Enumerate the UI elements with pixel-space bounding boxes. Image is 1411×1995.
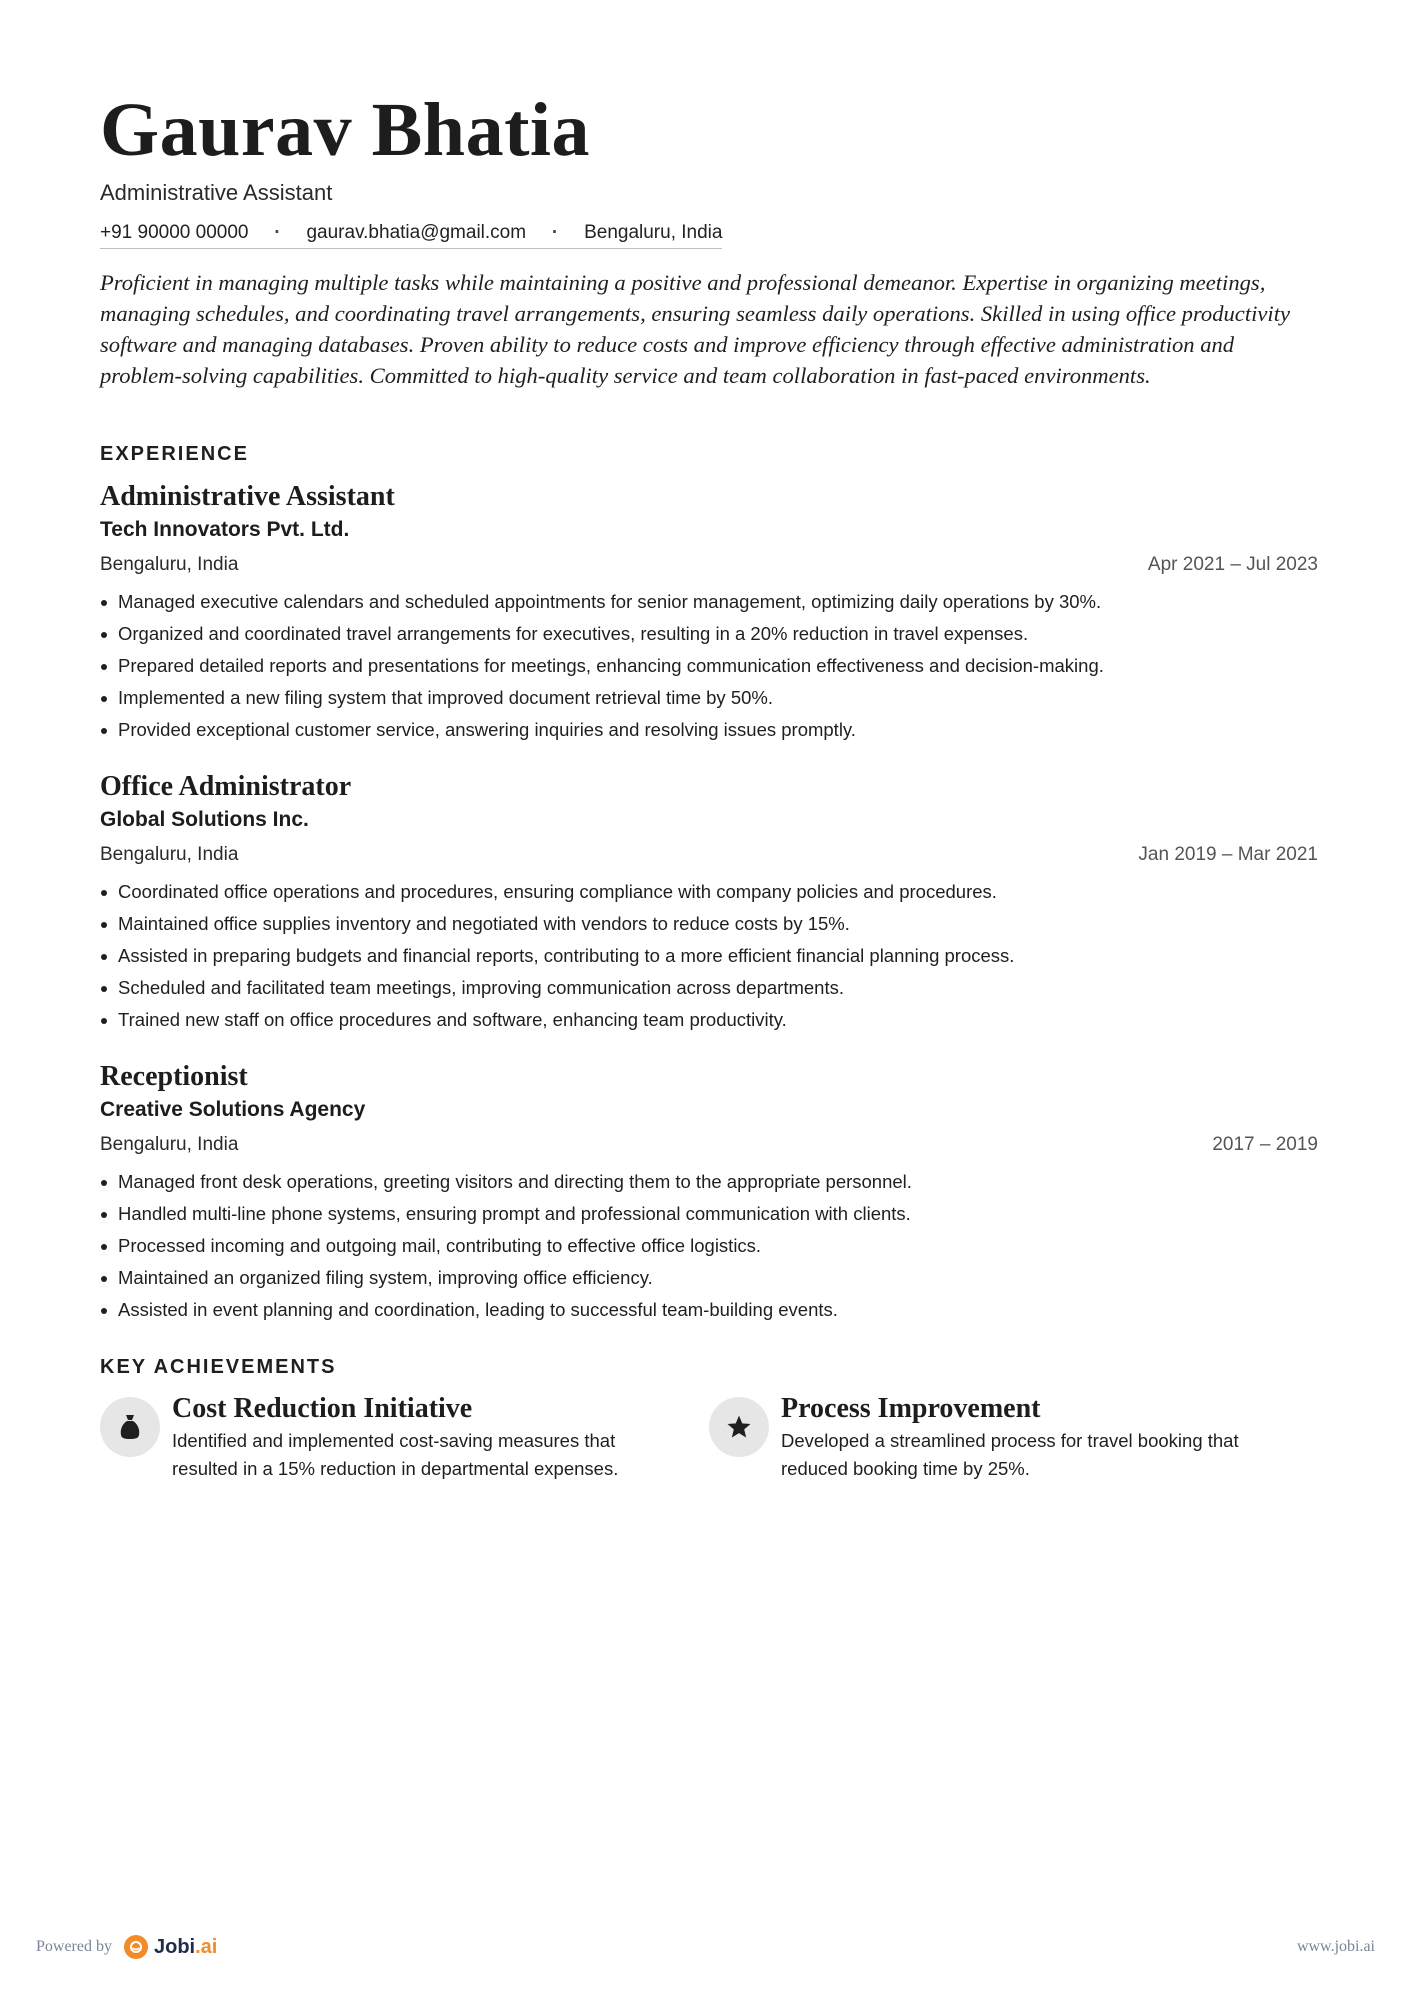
job-meta <box>100 844 1318 866</box>
job-bullet: Managed front desk operations, greeting visitors and directing them to the appropriate personnel. <box>100 1166 1318 1198</box>
job-bullet: Assisted in preparing budgets and financial reports, contributing to a more efficient financial planning process. <box>100 940 1318 972</box>
job-location: Bengaluru, India <box>100 844 239 865</box>
job-bullet: Organized and coordinated travel arrangements for executives, resulting in a 20% reduction in travel expenses. <box>100 618 1318 650</box>
job-title: Office Administrator <box>100 771 352 802</box>
job-bullet: Handled multi-line phone systems, ensuring prompt and professional communication with clients. <box>100 1198 1318 1230</box>
contact-separator: · <box>274 222 281 243</box>
job-meta <box>100 1134 1318 1156</box>
job-meta <box>100 554 1318 576</box>
experience-section-title: EXPERIENCE <box>100 443 249 465</box>
achievement-title: Process Improvement <box>781 1393 1041 1424</box>
resume-page <box>100 80 1318 1483</box>
job-bullet: Scheduled and facilitated team meetings, improving communication across departments. <box>100 972 1318 1004</box>
job-title: Administrative Assistant <box>100 481 395 512</box>
job-bullet: Prepared detailed reports and presentations for meetings, enhancing communication effectiveness and decision-making. <box>100 650 1318 682</box>
company-name: Tech Innovators Pvt. Ltd. <box>100 518 350 541</box>
job-location: Bengaluru, India <box>100 1134 239 1155</box>
powered-by-label: Powered by <box>36 1938 112 1955</box>
job-dates: 2017 – 2019 <box>1212 1134 1318 1155</box>
achievement-item <box>100 1393 709 1483</box>
contact-location: Bengaluru, India <box>584 222 723 243</box>
job-bullets <box>100 1166 1318 1326</box>
brand-suffix: .ai <box>195 1935 218 1958</box>
job-bullet: Maintained an organized filing system, improving office efficiency. <box>100 1262 1318 1294</box>
job-bullet: Assisted in event planning and coordination, leading to successful team-building events. <box>100 1294 1318 1326</box>
money-bag-icon <box>100 1397 160 1457</box>
job-dates: Jan 2019 – Mar 2021 <box>1138 844 1318 865</box>
experience-entry <box>100 480 1318 746</box>
job-bullet: Processed incoming and outgoing mail, contributing to effective office logistics. <box>100 1230 1318 1262</box>
contact-separator: · <box>551 222 559 243</box>
job-bullets <box>100 876 1318 1036</box>
brand-name: Jobi <box>153 1935 196 1958</box>
achievements-list <box>100 1393 1318 1483</box>
experience-entry <box>100 1060 1318 1326</box>
achievement-title: Cost Reduction Initiative <box>172 1393 473 1424</box>
website-link[interactable]: www.jobi.ai <box>1296 1938 1375 1955</box>
page-footer <box>36 1935 1375 1959</box>
job-bullet: Managed executive calendars and scheduled appointments for senior management, optimizing daily operations by 30%. <box>100 586 1318 618</box>
candidate-name: Gaurav Bhatia <box>100 88 590 172</box>
job-bullet: Maintained office supplies inventory and negotiated with vendors to reduce costs by 15%. <box>100 908 1318 940</box>
achievements-section-title: KEY ACHIEVEMENTS <box>100 1356 337 1378</box>
achievement-body <box>781 1393 1251 1483</box>
brand-logo[interactable] <box>124 1935 217 1959</box>
contact-email[interactable]: gaurav.bhatia@gmail.com <box>306 222 527 243</box>
job-dates: Apr 2021 – Jul 2023 <box>1147 554 1318 575</box>
company-name: Global Solutions Inc. <box>100 808 309 831</box>
job-bullet: Coordinated office operations and procedures, ensuring compliance with company policies and procedures. <box>100 876 1318 908</box>
job-bullet: Provided exceptional customer service, answering inquiries and resolving issues promptly. <box>100 714 1318 746</box>
contact-bar <box>100 222 722 249</box>
jobi-logo-icon <box>124 1935 148 1959</box>
job-location: Bengaluru, India <box>100 554 239 575</box>
contact-phone[interactable]: +91 90000 00000 <box>100 222 249 243</box>
candidate-headline: Administrative Assistant <box>100 180 333 205</box>
job-bullet: Implemented a new filing system that improved document retrieval time by 50%. <box>100 682 1318 714</box>
job-bullets <box>100 586 1318 746</box>
job-bullet: Trained new staff on office procedures and software, enhancing team productivity. <box>100 1004 1318 1036</box>
star-icon <box>709 1397 769 1457</box>
powered-by <box>36 1935 217 1959</box>
achievement-body <box>172 1393 642 1483</box>
experience-entry <box>100 770 1318 1036</box>
achievement-description: Developed a streamlined process for travel booking that reduced booking time by 25%. <box>781 1430 1239 1479</box>
professional-summary: Proficient in managing multiple tasks while maintaining a positive and professional demeanor. Expertise in organizing meetings, managing schedules, and coordinating travel arrangements, ensuring seamless daily operations. Skilled in using office productivity software and managing databases. Proven ability to reduce costs and improve efficiency through effective administration and problem-solving capabilities. Committed to high-quality service and team collaboration in fast-paced environments. <box>100 270 1290 388</box>
achievement-item <box>709 1393 1318 1483</box>
company-name: Creative Solutions Agency <box>100 1098 366 1121</box>
achievement-description: Identified and implemented cost-saving measures that resulted in a 15% reduction in departmental expenses. <box>172 1430 619 1479</box>
job-title: Receptionist <box>100 1061 248 1092</box>
